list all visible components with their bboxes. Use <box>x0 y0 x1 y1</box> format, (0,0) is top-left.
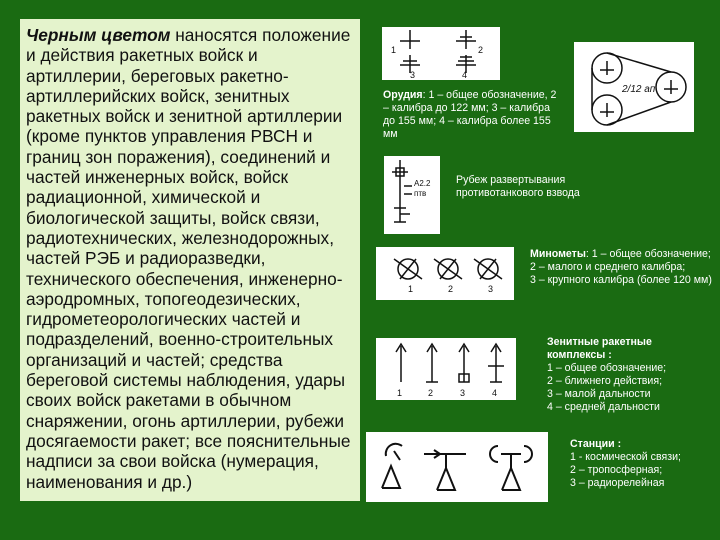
sam-legend-heading: Зенитные ракетные комплексы : <box>547 336 652 361</box>
mortars-symbols-panel <box>376 247 514 300</box>
main-text-body: положение и действия ракетных войск и артиллерии, береговых ракетно-артиллерийских войск, зенитных ракетных войск и зенитной артиллерии (кроме пунктов управления РВСН и границ зон поражения), соединений и частей инженерных войск, войск радиационной, химической и биологической защиты, войск связи, радиотехнических, железнодорожных, частей РЭБ и радиоразведки, технического обеспечения, инженерно-аэродромных, топогеодезических, гидрометеорологических частей и подразделений, военно-строительных организаций и частей; средства береговой системы наблюдения, удары своих войск ракетами в обычном снаряжении, огонь артиллерии, рубежи досягаемости ракет; все пояснительные надписи за свои войска (нумерация, наименования и др.) <box>26 25 351 492</box>
sam-symbols-panel <box>376 338 516 400</box>
sam-legend <box>547 336 707 414</box>
stations-legend-line-2: 2 – тропосферная; <box>570 464 663 476</box>
mortars-legend-line-2: 2 – малого и среднего калибра; <box>530 261 686 273</box>
antitank-legend <box>456 174 626 200</box>
antitank-legend-text: Рубеж развертывания противотанкового взвода <box>456 174 580 199</box>
mortars-legend <box>530 248 715 287</box>
antitank-symbol-diagram <box>384 156 440 234</box>
guns-legend-heading: Орудия <box>383 89 423 101</box>
mortars-label-1: 1 <box>408 284 414 294</box>
antitank-label-line2: птв <box>414 189 427 198</box>
sam-legend-line-3: 3 – малой дальности <box>547 388 651 400</box>
main-text-block <box>20 19 360 501</box>
stations-symbols-panel <box>366 432 548 502</box>
sam-label-4: 4 <box>492 388 498 398</box>
mortars-label-2: 2 <box>448 284 454 294</box>
sam-symbols-diagram <box>376 338 516 400</box>
main-text-lead-rest: наносятся <box>170 25 258 45</box>
battery-triangle-diagram <box>574 42 694 132</box>
sam-legend-line-1: 1 – общее обозначение; <box>547 362 667 374</box>
battery-diagram-label: 2/12 ап <box>622 84 656 95</box>
guns-legend-text: : 1 – общее обозначение, 2 – калибра до 122 мм; 3 – калибра до 155 мм; 4 – калибра более 155 мм <box>383 89 557 140</box>
sam-label-2: 2 <box>428 388 434 398</box>
sam-label-3: 3 <box>460 388 466 398</box>
mortars-legend-heading: Минометы <box>530 248 586 260</box>
mortars-label-3: 3 <box>488 284 494 294</box>
guns-label-4: 4 <box>462 70 468 80</box>
mortars-legend-line-1: : 1 – общее обозначение; <box>585 248 711 260</box>
sam-legend-line-4: 4 – средней дальности <box>547 401 660 413</box>
guns-label-3: 3 <box>410 70 416 80</box>
guns-label-1: 1 <box>391 45 397 55</box>
antitank-label-line1: А2.2 <box>414 179 431 188</box>
mortars-legend-line-3: 3 – крупного калибра (более 120 мм) <box>530 274 712 286</box>
stations-legend-heading: Станции : <box>570 438 622 450</box>
guns-label-2: 2 <box>478 45 484 55</box>
guns-legend <box>383 89 563 141</box>
mortars-symbols-diagram <box>376 247 514 300</box>
sam-legend-line-2: 2 – ближнего действия; <box>547 375 663 387</box>
stations-legend-line-3: 3 – радиорелейная <box>570 477 665 489</box>
battery-diagram-panel <box>574 42 694 132</box>
guns-symbols-panel <box>382 27 500 80</box>
stations-legend-line-1: 1 - космической связи; <box>570 451 681 463</box>
antitank-symbol-panel <box>384 156 440 234</box>
sam-label-1: 1 <box>397 388 403 398</box>
stations-legend <box>570 438 715 490</box>
main-text-bold-lead: Черным цветом <box>26 25 171 45</box>
guns-symbols-diagram <box>382 27 500 80</box>
stations-symbols-diagram <box>366 432 548 502</box>
